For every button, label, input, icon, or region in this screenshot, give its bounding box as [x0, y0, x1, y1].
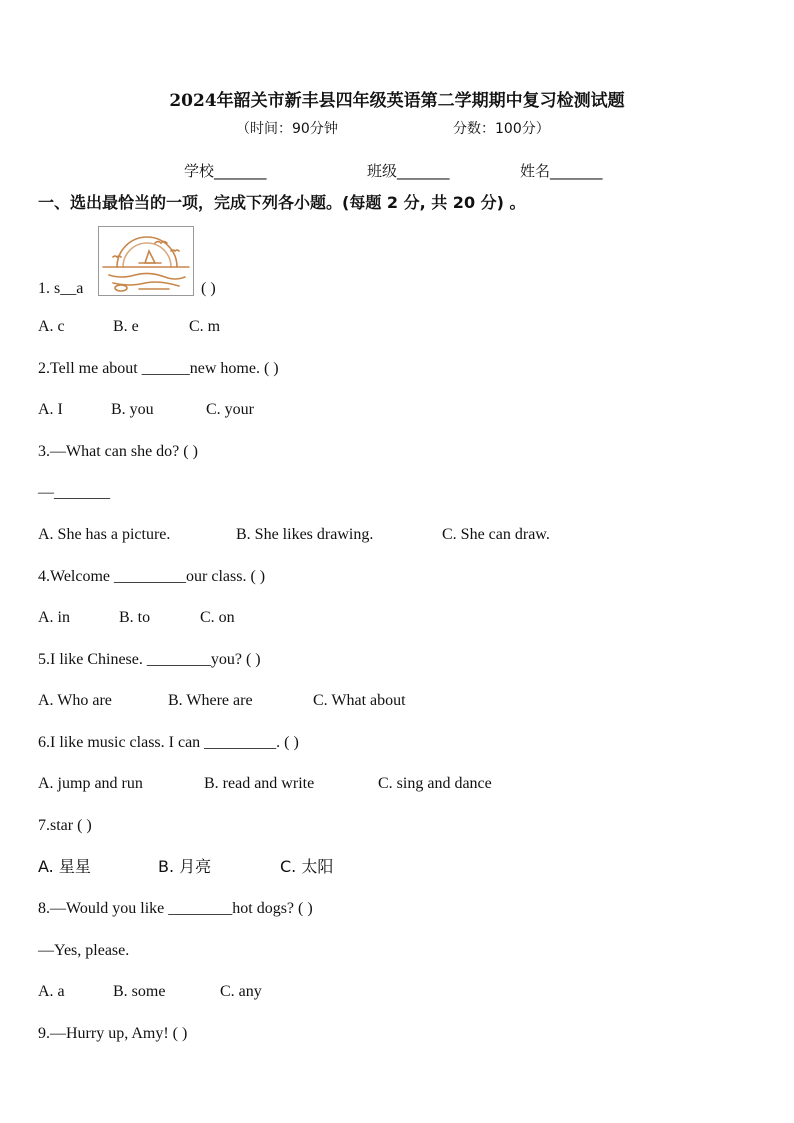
- question-7-stem: 7.star ( ): [38, 817, 92, 834]
- q2-option-a: A. I: [38, 401, 63, 418]
- question-1-answer-blank: ( ): [201, 280, 216, 297]
- q2-option-b: B. you: [111, 401, 154, 418]
- q8-option-a: A. a: [38, 983, 65, 1000]
- q7-option-c: C. 太阳: [280, 857, 334, 876]
- question-3-stem: 3.—What can she do? ( ): [38, 443, 198, 460]
- q1-option-a: A. c: [38, 318, 65, 335]
- q5-option-c: C. What about: [313, 692, 406, 709]
- q7-option-b: B. 月亮: [158, 857, 212, 876]
- q3-option-c: C. She can draw.: [442, 526, 550, 543]
- q7-option-a: A. 星星: [38, 857, 91, 876]
- question-8-reply: —Yes, please.: [38, 942, 130, 959]
- q1-option-b: B. e: [113, 318, 139, 335]
- q4-option-a: A. in: [38, 609, 70, 626]
- name-field: 姓名_______: [520, 162, 603, 180]
- question-6-stem: 6.I like music class. I can _________. ( ): [38, 734, 299, 751]
- question-4-stem: 4.Welcome _________our class. ( ): [38, 568, 266, 585]
- q8-option-c: C. any: [220, 983, 262, 1000]
- class-field: 班级_______: [367, 162, 450, 180]
- question-1-stem: 1. s__a: [38, 280, 84, 297]
- q3-option-b: B. She likes drawing.: [236, 526, 374, 543]
- question-5-stem: 5.I like Chinese. ________you? ( ): [38, 651, 261, 668]
- page-title: 2024年韶关市新丰县四年级英语第二学期期中复习检测试题: [169, 91, 625, 111]
- q4-option-c: C. on: [200, 609, 235, 626]
- q8-option-b: B. some: [113, 983, 166, 1000]
- question-9-stem: 9.—Hurry up, Amy! ( ): [38, 1025, 188, 1042]
- q3-option-a: A. She has a picture.: [38, 526, 171, 543]
- exam-time: （时间：90分钟: [236, 121, 338, 137]
- q5-option-a: A. Who are: [38, 692, 112, 709]
- q4-option-b: B. to: [119, 609, 151, 626]
- question-3-answer-line: —_______: [38, 484, 110, 501]
- sea-sunset-illustration: [98, 226, 194, 296]
- section-heading: 一、选出最恰当的一项，完成下列各小题。(每题 2 分, 共 20 分) 。: [38, 193, 526, 212]
- q1-option-c: C. m: [189, 318, 221, 335]
- question-2-stem: 2.Tell me about ______new home. ( ): [38, 360, 279, 377]
- q2-option-c: C. your: [206, 401, 254, 418]
- question-8-stem: 8.—Would you like ________hot dogs? ( ): [38, 900, 313, 917]
- q5-option-b: B. Where are: [168, 692, 253, 709]
- q6-option-b: B. read and write: [204, 775, 315, 792]
- school-field: 学校_______: [184, 162, 267, 180]
- q6-option-a: A. jump and run: [38, 775, 143, 792]
- exam-score: 分数：100分）: [453, 121, 550, 137]
- q6-option-c: C. sing and dance: [378, 775, 492, 792]
